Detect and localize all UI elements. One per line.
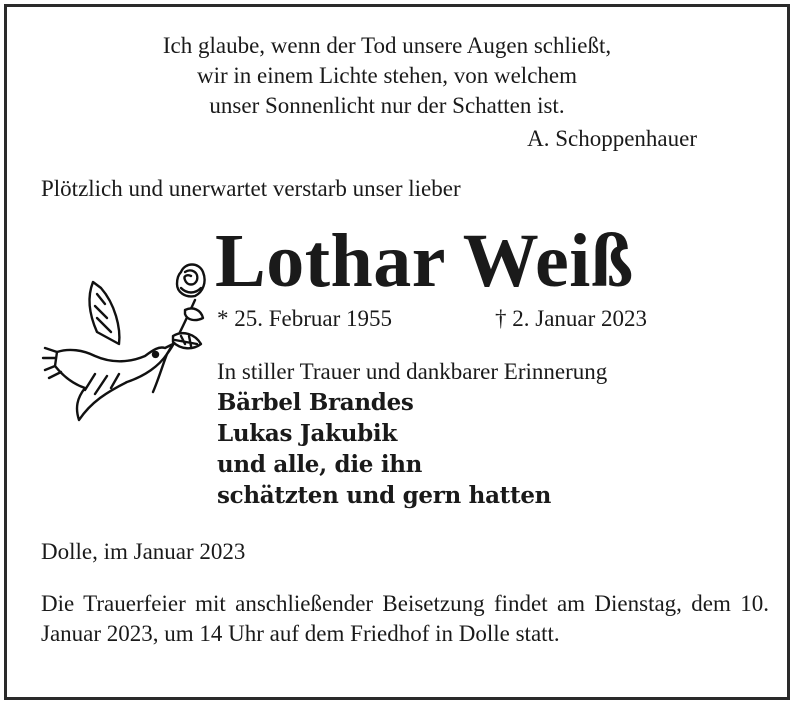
deceased-name: Lothar Weiß [215,219,634,303]
mourner-line: und alle, die ihn [217,451,423,478]
intro-text: Plötzlich und unerwartet verstarb unser lieber [41,176,461,201]
obituary-notice [4,4,790,700]
quote-line-1: Ich glaube, wenn der Tod unsere Augen schließt, [162,33,612,58]
funeral-details: Die Trauerfeier mit anschließender Beisetzung findet am Dienstag, dem 10. Januar 2023, um 14 Uhr auf dem Friedhof in Dolle statt. [41,591,769,646]
mourner-line: schätzten und gern hatten [217,482,552,509]
quote-line-3: unser Sonnenlicht nur der Schatten ist. [209,93,565,118]
mourner-name: Lukas Jakubik [217,420,397,447]
quote-line-2: wir in einem Lichte stehen, von welchem [196,63,578,88]
mourning-intro: In stiller Trauer und dankbarer Erinnerung [217,359,608,384]
place-and-date: Dolle, im Januar 2023 [41,539,246,564]
quote-author: A. Schoppenhauer [527,126,697,151]
birth-date: * 25. Februar 1955 [217,306,393,331]
mourner-name: Bärbel Brandes [217,389,414,416]
death-date: † 2. Januar 2023 [495,306,648,331]
dove-with-rose-icon [35,252,207,432]
